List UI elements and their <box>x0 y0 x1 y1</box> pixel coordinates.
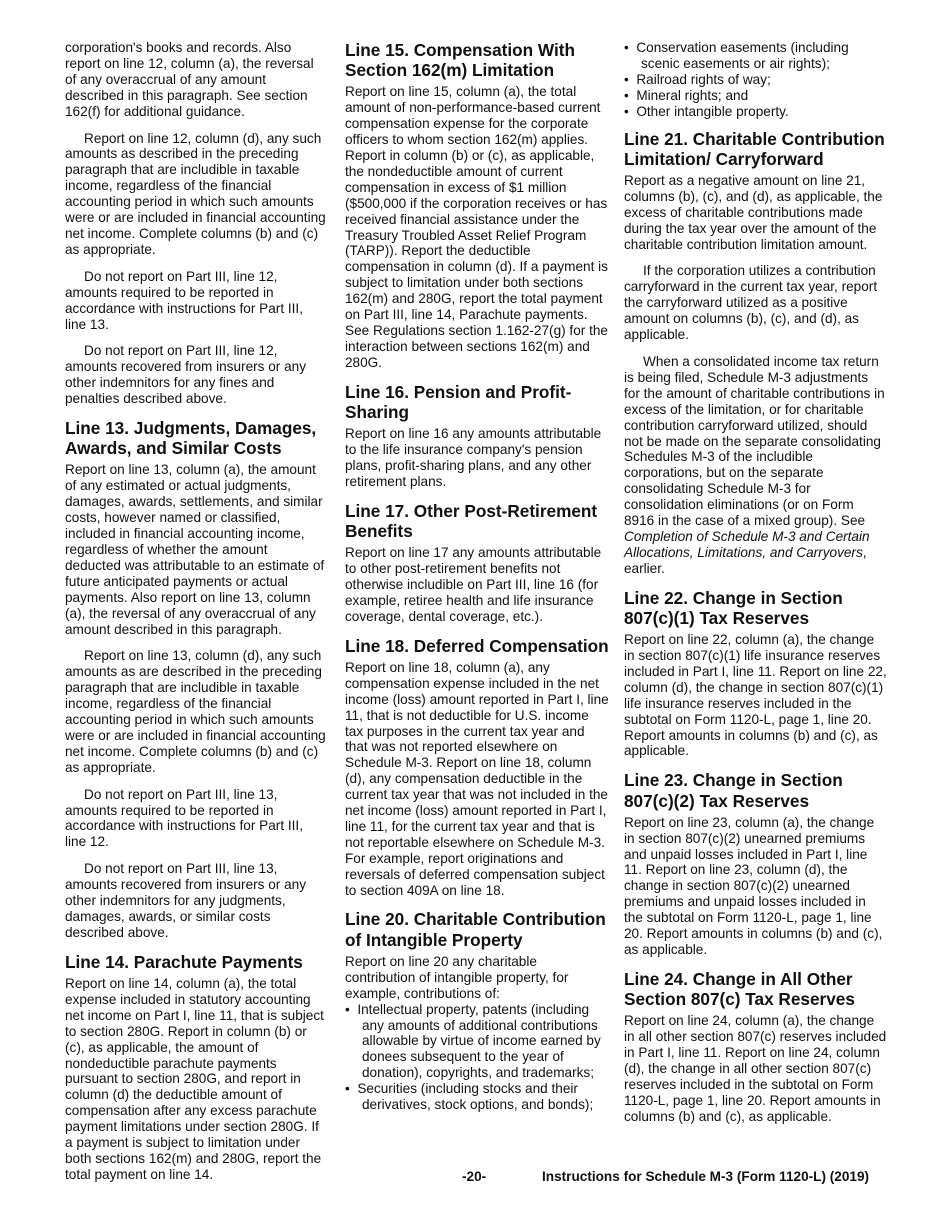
page-number: -20- <box>462 1169 487 1184</box>
paragraph: corporation's books and records. Also report on line 12, column (a), the reversal of any overaccrual of any amount described in this paragraph. See section 162(f) for additional guidance. <box>65 40 314 119</box>
paragraph: Report on line 22, column (a), the change in section 807(c)(1) life insurance reserves included in Part I, line 11. Report on line 22, column (d), the change in section 807(c)(1) life insurance reserves included in the subtotal on Form 1120-L, page 1, line 20. Report amounts in columns (b) and (c), as applicable. <box>624 632 887 759</box>
heading-line-16: Line 16. Pension and Profit-Sharing <box>345 381 572 422</box>
heading-line-20: Line 20. Charitable Contribution of Intangible Property <box>345 909 606 950</box>
cross-reference: Completion of Schedule M-3 and Certain Allocations, Limitations, and Carryovers <box>624 528 870 560</box>
heading-line-23: Line 23. Change in Section 807(c)(2) Tax Reserves <box>624 770 843 811</box>
bullet-icon: • <box>624 103 629 119</box>
bullet-icon: • <box>345 1001 350 1017</box>
paragraph: Report on line 17 any amounts attributable to other post-retirement benefits not otherwise includible on Part III, line 16 (for example, retiree health and life insurance coverage, dental coverage, etc.). <box>345 545 602 624</box>
heading-line-24: Line 24. Change in All Other Section 807(c) Tax Reserves <box>624 968 855 1010</box>
paragraph: Report on line 15, column (a), the total amount of non-performance-based current compensation expense for the corporate officers to whom section 162(m) applies. Report in column (b) or (c), as applicable, the nondeductible amount of current compensation in excess of $1 million ($500,000 if the corporation receives or has received financial assistance under the Treasury Troubled Asset Relief Program (TARP)). Report the deductible compensation in column (d). If a payment is subject to limitation under both sections 162(m) and 280G, report the total payment on Part III, line 14, Parachute payments. See Regulations section 1.162-27(g) for the interaction between sections 162(m) and 280G. <box>345 84 608 370</box>
paragraph: Do not report on Part III, line 12, amounts required to be reported in accordance with instructions for Part III, line 13. <box>65 268 303 332</box>
bullet-item: • Intellectual property, patents (including any amounts of additional contributions allowable by virtue of income earned by donees subsequent to the year of donation), copyrights, and trademarks; <box>345 1001 601 1081</box>
paragraph: Do not report on Part III, line 13, amounts recovered from insurers or any other indemnitors for any judgments, damages, awards, or similar costs described above. <box>65 861 307 940</box>
paragraph: Report on line 13, column (a), the amount of any estimated or actual judgments, damages, awards, settlements, and similar costs, however named or classified, included in financial accounting income, regardless of whether the amount deducted was attributable to an estimate of future anticipated payments or actual payments. Also report on line 13, column (a), the reversal of any overaccrual of any amount described in this paragraph. <box>65 462 325 637</box>
paragraph: Report on line 18, column (a), any compensation expense included in the net income (loss) amount reported in Part I, line 11, that is not deductible for U.S. income tax purposes in the current tax year and that was not reported elsewhere on Schedule M-3. Report on line 18, column (d), any compensation deductible in the current tax year that was not included in the net income (loss) amount reported in Part I, line 11, for the current tax year and that is not reportable elsewhere on Schedule M-3. For example, report originations and reversals of deferred compensation subject to section 409A on line 18. <box>345 659 609 898</box>
bullet-icon: • <box>624 40 629 55</box>
paragraph: When a consolidated income tax return is being filed, Schedule M-3 adjustments for the amount of charitable contributions in excess of the limitation, or for charitable contribution carryforward utilized, should not be made on the separate consolidating Schedules M-3 of the includible corporations, but on the separate consolidating Schedule M-3 for consolidation eliminations (or on Form 8916 in the case of a mixed group). See Completion of Schedule M-3 and Certain Allocations, Limitations, and Carryovers, earlier. <box>624 354 885 576</box>
paragraph: Report on line 13, column (d), any such amounts as are described in the preceding paragraph that are includible in taxable income, regardless of the financial accounting period in which such amounts were or are included in financial accounting net income. Complete columns (b) and (c) as appropriate. <box>65 648 326 775</box>
column-3 <box>624 40 887 1136</box>
paragraph: Report on line 23, column (a), the change in section 807(c)(2) unearned premiums and unpaid losses included in Part I, line 11. Report on line 23, column (d), the change in section 807(c)(2) unearned premiums and unpaid losses included in the subtotal on Form 1120-L, page 1, line 20. Report amounts in columns (b) and (c), as applicable. <box>624 814 883 957</box>
bullet-icon: • <box>345 1081 350 1097</box>
heading-line-18: Line 18. Deferred Compensation <box>345 635 609 656</box>
heading-line-17: Line 17. Other Post-Retirement Benefits <box>345 500 598 541</box>
bullet-list <box>624 40 887 120</box>
bullet-item: • Railroad rights of way; <box>624 71 771 87</box>
paragraph: Report on line 24, column (a), the change in all other section 807(c) reserves included in Part I, line 11. Report on line 24, column (d), the change in all other section 807(c) reserves included in the subtotal on Form 1120-L, page 1, line 20. Report amounts in columns (b) and (c), as applicable. <box>624 1013 887 1124</box>
bullet-icon: • <box>624 71 629 87</box>
column-2 <box>345 40 610 1113</box>
bullet-item: • Securities (including stocks and their derivatives, stock options, and bonds); <box>345 1081 594 1113</box>
bullet-item: • Other intangible property. <box>624 103 789 119</box>
footer-title: Instructions for Schedule M-3 (Form 1120-L) (2019) <box>542 1169 870 1184</box>
paragraph: Report on line 16 any amounts attributable to the life insurance company's pension plans, profit-sharing plans, and any other retirement plans. <box>345 426 602 489</box>
heading-line-22: Line 22. Change in Section 807(c)(1) Tax Reserves <box>624 587 843 628</box>
paragraph: Report as a negative amount on line 21, columns (b), (c), and (d), as applicable, the excess of charitable contributions made during the tax year over the amount of the charitable contribution limitation amount. <box>624 172 883 252</box>
paragraph: Report on line 20 any charitable contribution of intangible property, for example, contributions of: <box>345 953 569 1001</box>
heading-line-21: Line 21. Charitable Contribution Limitation/ Carryforward <box>624 128 885 169</box>
paragraph: If the corporation utilizes a contribution carryforward in the current tax year, report the carryforward utilized as a positive amount on columns (b), (c), and (d), as applicable. <box>624 263 878 343</box>
paragraph: Do not report on Part III, line 12, amounts recovered from insurers or any other indemnitors for any fines and penalties described above. <box>65 343 307 407</box>
bullet-item: • Conservation easements (including scenic easements or air rights); <box>624 40 849 71</box>
heading-line-14: Line 14. Parachute Payments <box>65 951 303 972</box>
bullet-icon: • <box>624 87 629 103</box>
heading-line-13: Line 13. Judgments, Damages, Awards, and Similar Costs <box>65 418 317 459</box>
paragraph: Report on line 12, column (d), any such amounts as described in the preceding paragraph that are includible in taxable income, regardless of the financial accounting period in which such amounts were or are included in financial accounting net income. Complete columns (b) and (c) as appropriate. <box>65 130 326 257</box>
heading-line-15: Line 15. Compensation With Section 162(m) Limitation <box>345 40 575 81</box>
paragraph: Report on line 14, column (a), the total expense included in statutory accounting net income on Part I, line 11, that is subject to section 280G. Report in column (b) or (c), as applicable, the amount of nondeductible parachute payments pursuant to section 280G, and report in column (d) the deductible amount of compensation after any excess parachute payment limitations under section 280G. If a payment is subject to limitation under both sections 162(m) and 280G, report the total payment on line 14. <box>65 976 324 1182</box>
paragraph: Do not report on Part III, line 13, amounts required to be reported in accordance with instructions for Part III, line 12. <box>65 786 303 850</box>
bullet-item: • Mineral rights; and <box>624 87 749 103</box>
column-1 <box>65 40 327 1194</box>
